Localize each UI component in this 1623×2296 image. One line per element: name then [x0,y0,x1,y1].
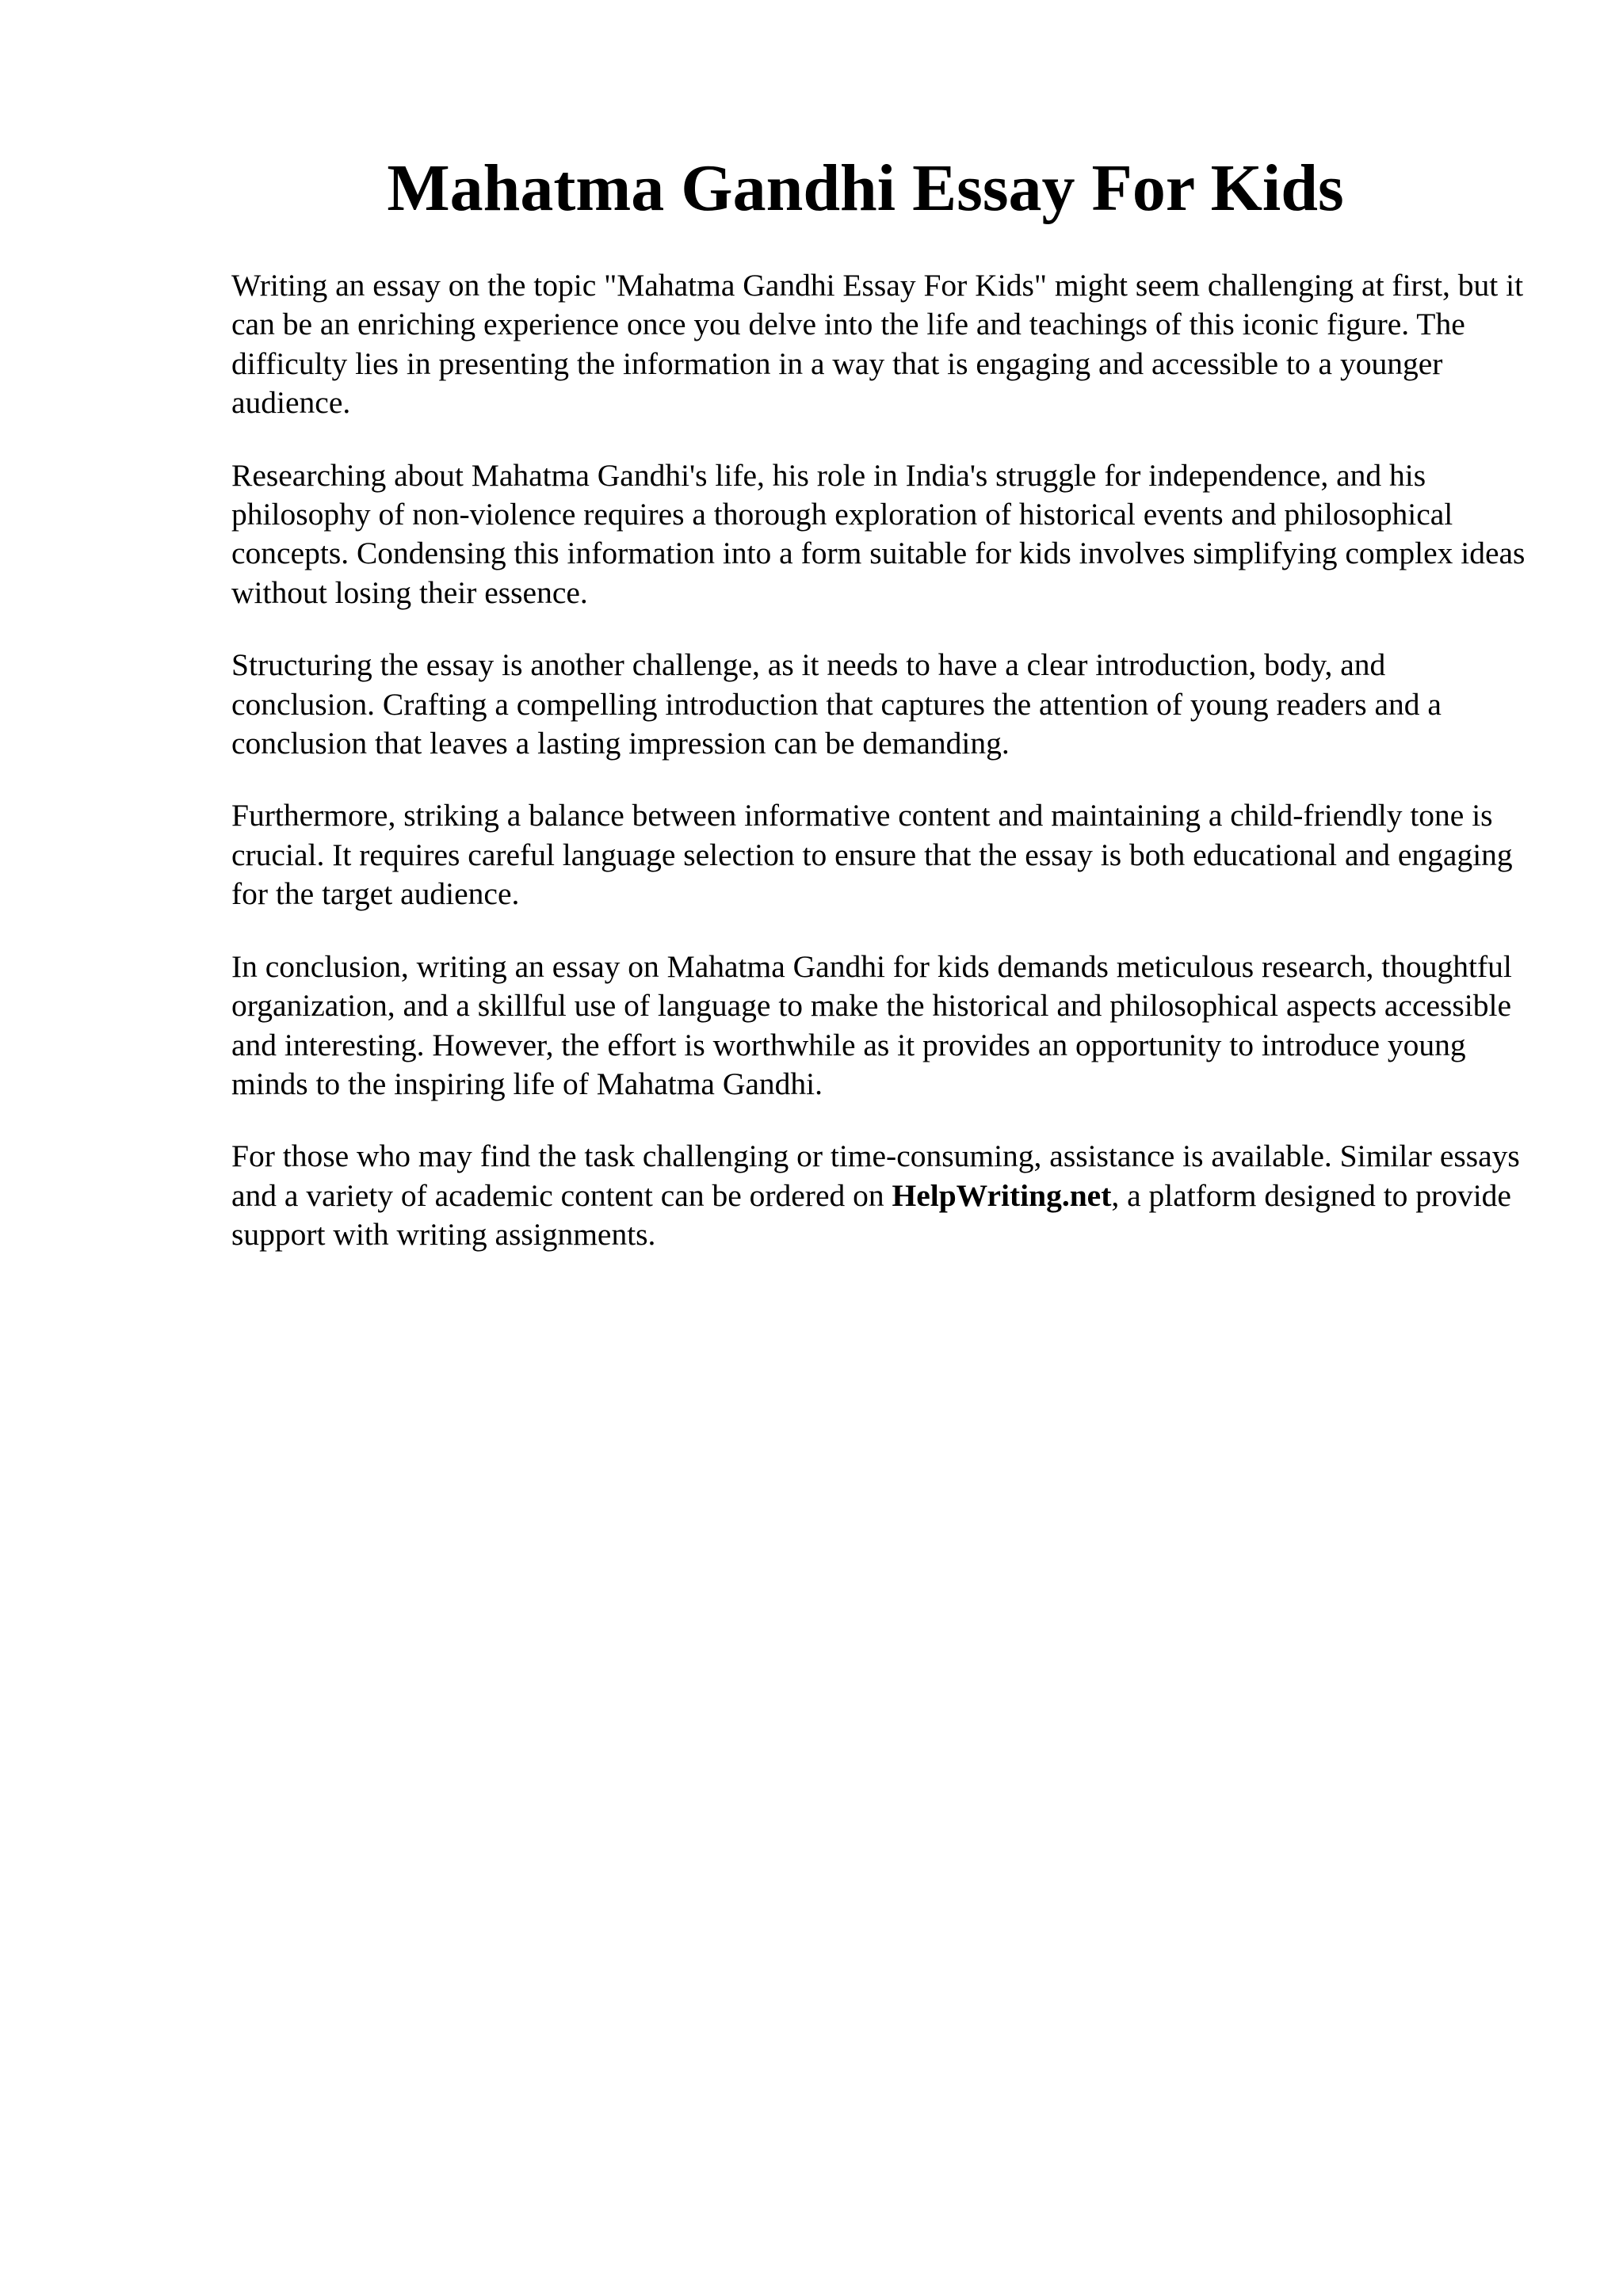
page-title: Mahatma Gandhi Essay For Kids [387,151,1344,225]
paragraph-2: Researching about Mahatma Gandhi's life, his role in India's struggle for independence, and his philosophy of non-violence requires a thorough exploration of historical events and philosophical concepts. Condensing this information into a form suitable for kids involves simplifying complex ideas without losing their essence. [231,457,1526,610]
paragraph-4: Furthermore, striking a balance between informative content and maintaining a child-friendly tone is crucial. It requires careful language selection to ensure that the essay is both educational and engaging for the target audience. [231,798,1513,912]
helpwriting-link[interactable]: HelpWriting.net [892,1177,1112,1213]
paragraph-1: Writing an essay on the topic "Mahatma Gandhi Essay For Kids" might seem challenging at first, but it can be an enriching experience once you delve into the life and teachings of this iconic figure. The difficulty lies in presenting the information in a way that is engaging and accessible to a younger audience. [231,268,1524,421]
closing-text-end: , a platform designed to provide support with writing assignments. [231,1177,1511,1253]
paragraph-5: In conclusion, writing an essay on Mahatma Gandhi for kids demands meticulous research, thoughtful organization, and a skillful use of language to make the historical and philosophical aspects accessible and interesting. However, the effort is worthwhile as it provides an opportunity to introduce young minds to the inspiring life of Mahatma Gandhi. [231,948,1512,1101]
closing-paragraph [231,1137,1531,1254]
paragraph-3: Structuring the essay is another challenge, as it needs to have a clear introduction, body, and conclusion. Crafting a compelling introduction that captures the attention of young readers and a conclusion that leaves a lasting impression can be demanding. [231,647,1442,761]
closing-text-start: For those who may find the task challenging or time-consuming, assistance is available. Similar essays and a variety of academic content can be ordered on [231,1138,1520,1213]
essay-body [231,266,1531,1288]
